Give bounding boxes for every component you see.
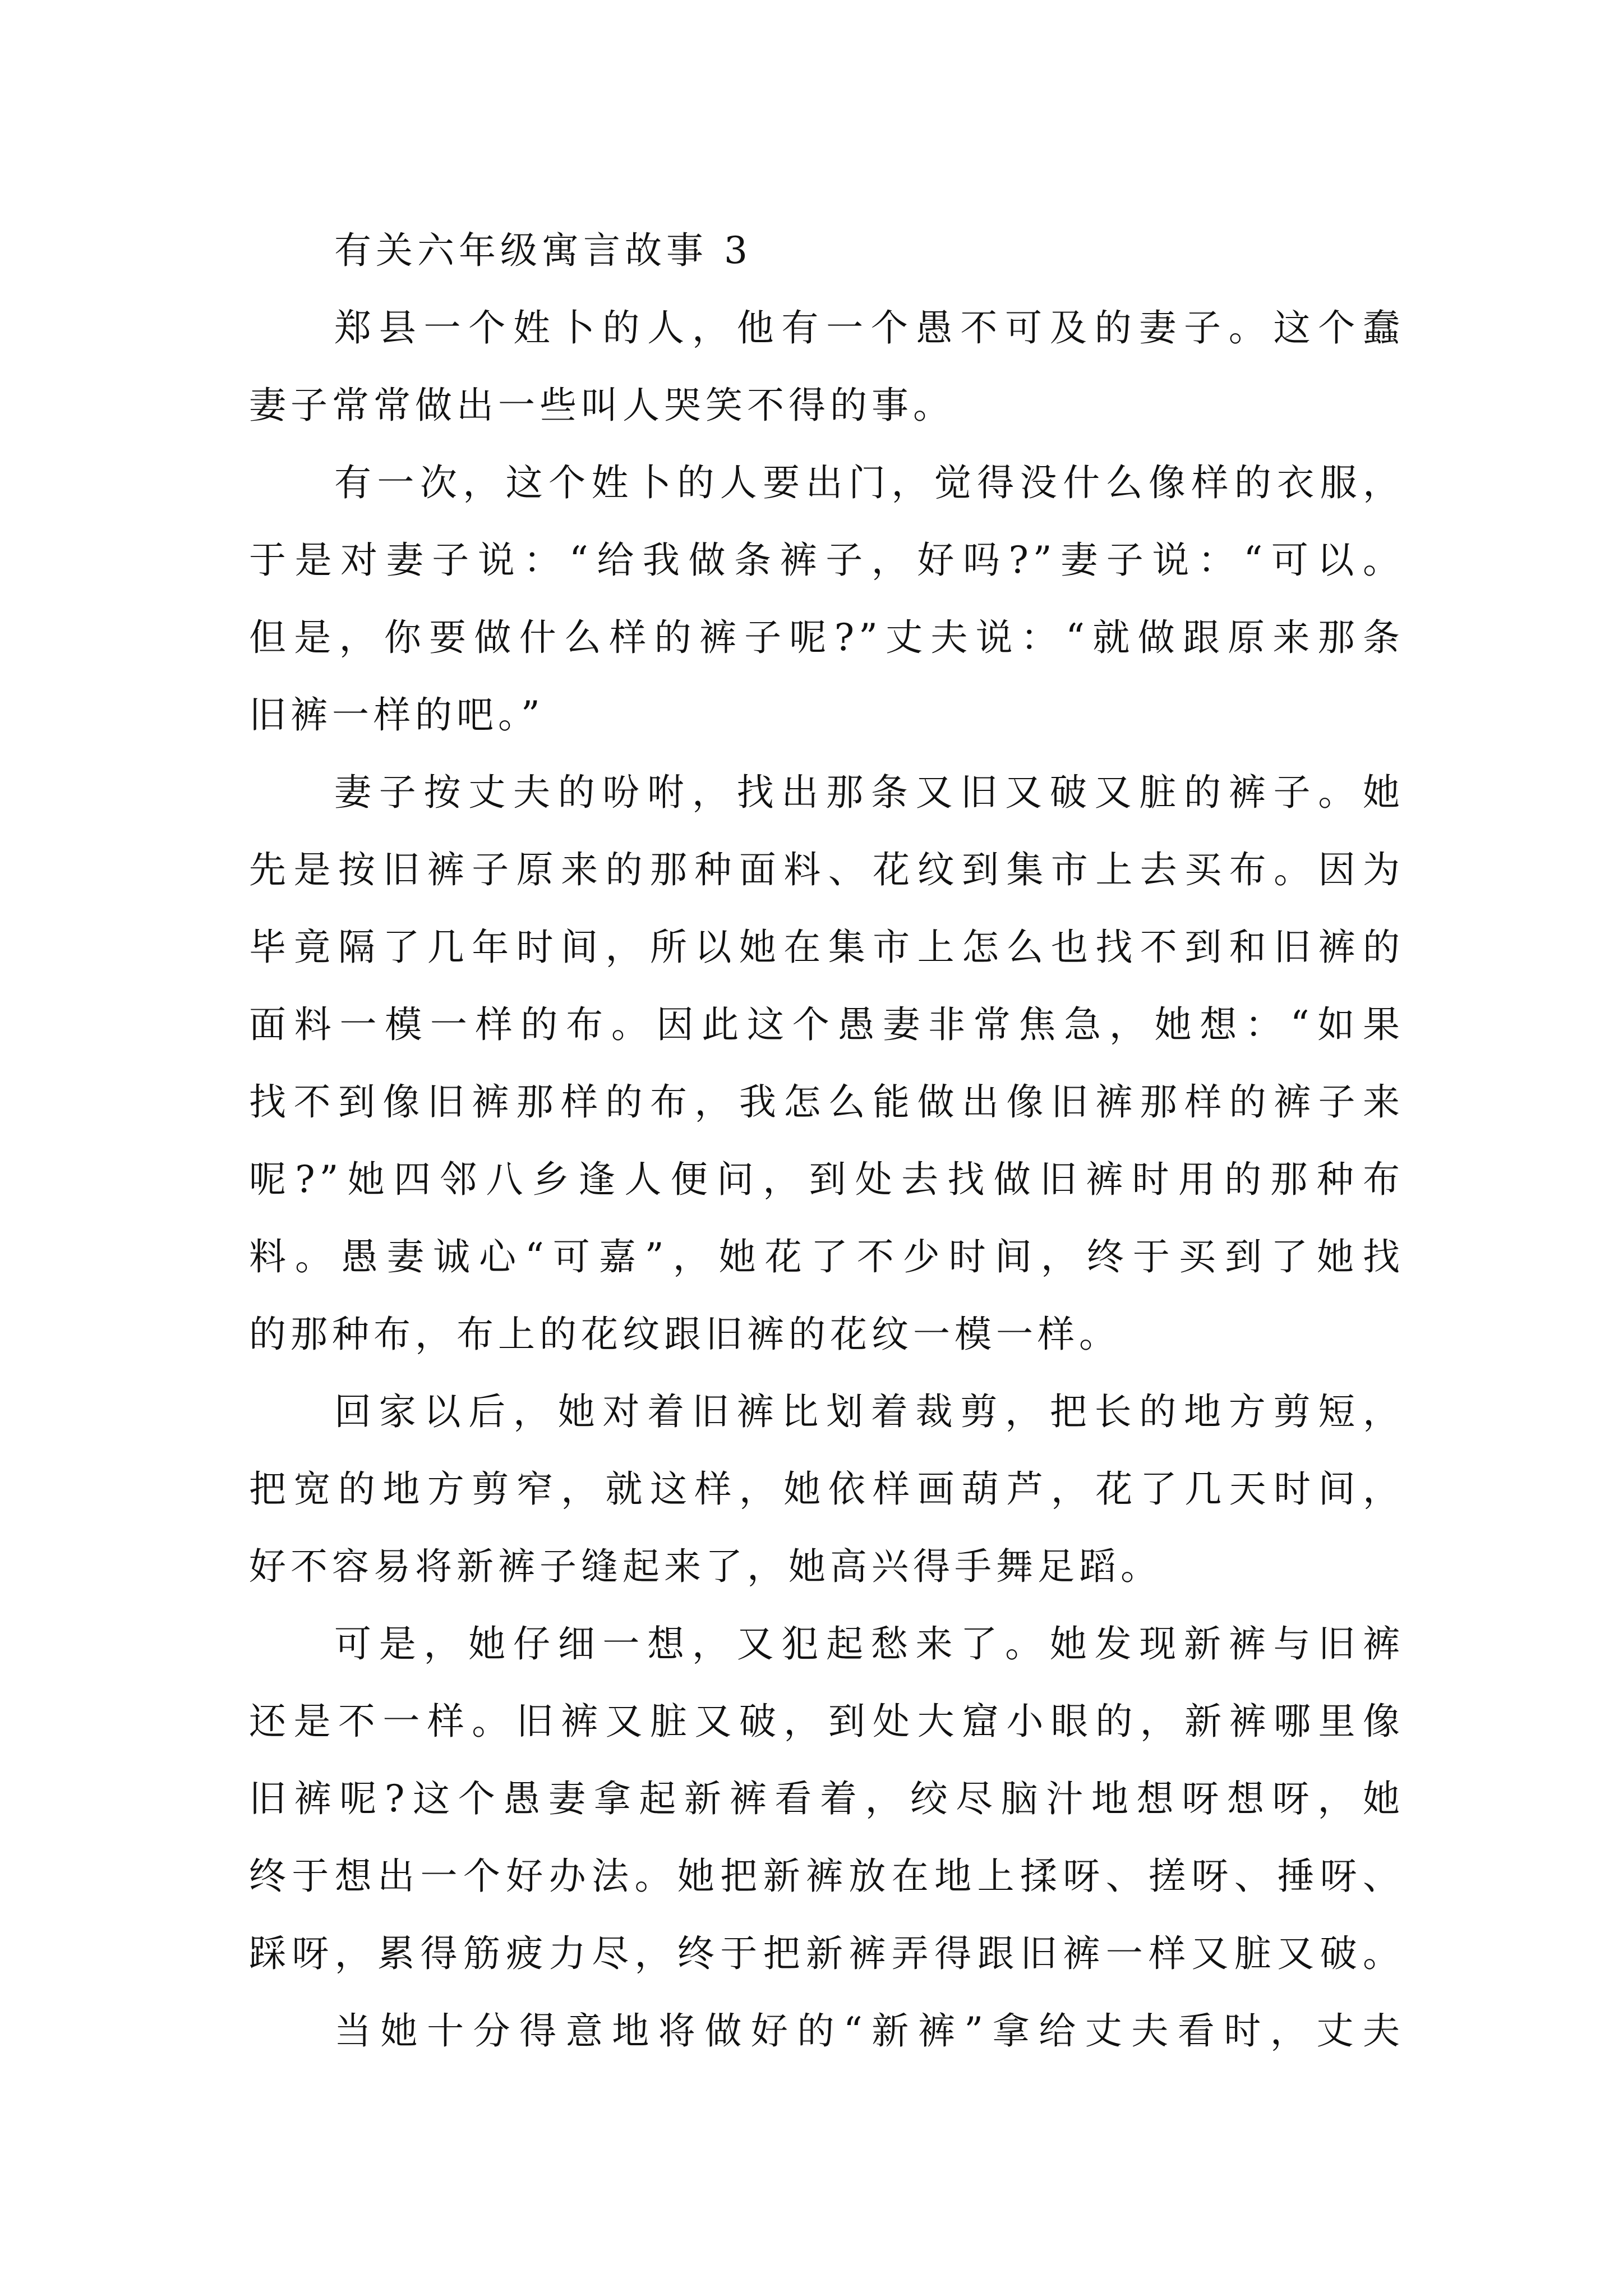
- paragraph-line: 于是对妻子说：“给我做条裤子，好吗?”妻子说：“可以。: [249, 539, 1404, 582]
- paragraph-line: 有一次，这个姓卜的人要出门，觉得没什么像样的衣服，: [334, 461, 1404, 504]
- paragraph-5: [249, 1605, 1404, 1993]
- paragraph-line: 但是，你要做什么样的裤子呢?”丈夫说：“就做跟原来那条: [249, 616, 1404, 659]
- paragraph-6: [249, 1993, 1404, 2070]
- paragraph-line: 还是不一样。旧裤又脏又破，到处大窟小眼的，新裤哪里像: [249, 1700, 1404, 1743]
- paragraph-line: 踩呀，累得筋疲力尽，终于把新裤弄得跟旧裤一样又脏又破。: [249, 1932, 1404, 1975]
- paragraph-line: 的那种布，布上的花纹跟旧裤的花纹一模一样。: [249, 1313, 1121, 1356]
- paragraph-line: 终于想出一个好办法。她把新裤放在地上揉呀、搓呀、捶呀、: [249, 1855, 1404, 1898]
- paragraph-line: 面料一模一样的布。因此这个愚妻非常焦急，她想：“如果: [249, 1003, 1404, 1046]
- paragraph-line: 呢?”她四邻八乡逢人便问，到处去找做旧裤时用的那种布: [249, 1158, 1404, 1201]
- paragraph-line: 当她十分得意地将做好的“新裤”拿给丈夫看时，丈夫: [334, 2009, 1404, 2053]
- paragraph-1: [249, 289, 1404, 444]
- paragraph-line: 毕竟隔了几年时间，所以她在集市上怎么也找不到和旧裤的: [249, 926, 1404, 969]
- paragraph-2: [249, 444, 1404, 754]
- paragraph-line: 旧裤呢?这个愚妻拿起新裤看着，绞尽脑汁地想呀想呀，她: [249, 1777, 1404, 1820]
- paragraph-line: 可是，她仔细一想，又犯起愁来了。她发现新裤与旧裤: [334, 1622, 1404, 1665]
- document-title: 有关六年级寓言故事 3: [334, 229, 752, 272]
- paragraph-line: 妻子按丈夫的吩咐，找出那条又旧又破又脏的裤子。她: [334, 771, 1404, 814]
- paragraph-line: 料。愚妻诚心“可嘉”，她花了不少时间，终于买到了她找: [249, 1235, 1404, 1278]
- paragraph-line: 好不容易将新裤子缝起来了，她高兴得手舞足蹈。: [249, 1545, 1162, 1588]
- paragraph-line: 先是按旧裤子原来的那种面料、花纹到集市上去买布。因为: [249, 848, 1404, 891]
- paragraph-3: [249, 754, 1404, 1373]
- paragraph-line: 把宽的地方剪窄，就这样，她依样画葫芦，花了几天时间，: [249, 1467, 1404, 1511]
- paragraph-line: 回家以后，她对着旧裤比划着裁剪，把长的地方剪短，: [334, 1390, 1404, 1433]
- paragraph-line: 旧裤一样的吧。”: [249, 693, 545, 737]
- paragraph-4: [249, 1373, 1404, 1605]
- paragraph-line: 妻子常常做出一些叫人哭笑不得的事。: [249, 384, 955, 427]
- paragraph-line: 郑县一个姓卜的人，他有一个愚不可及的妻子。这个蠢: [334, 306, 1404, 349]
- paragraph-line: 找不到像旧裤那样的布，我怎么能做出像旧裤那样的裤子来: [249, 1080, 1404, 1124]
- document-body: [249, 212, 1404, 2070]
